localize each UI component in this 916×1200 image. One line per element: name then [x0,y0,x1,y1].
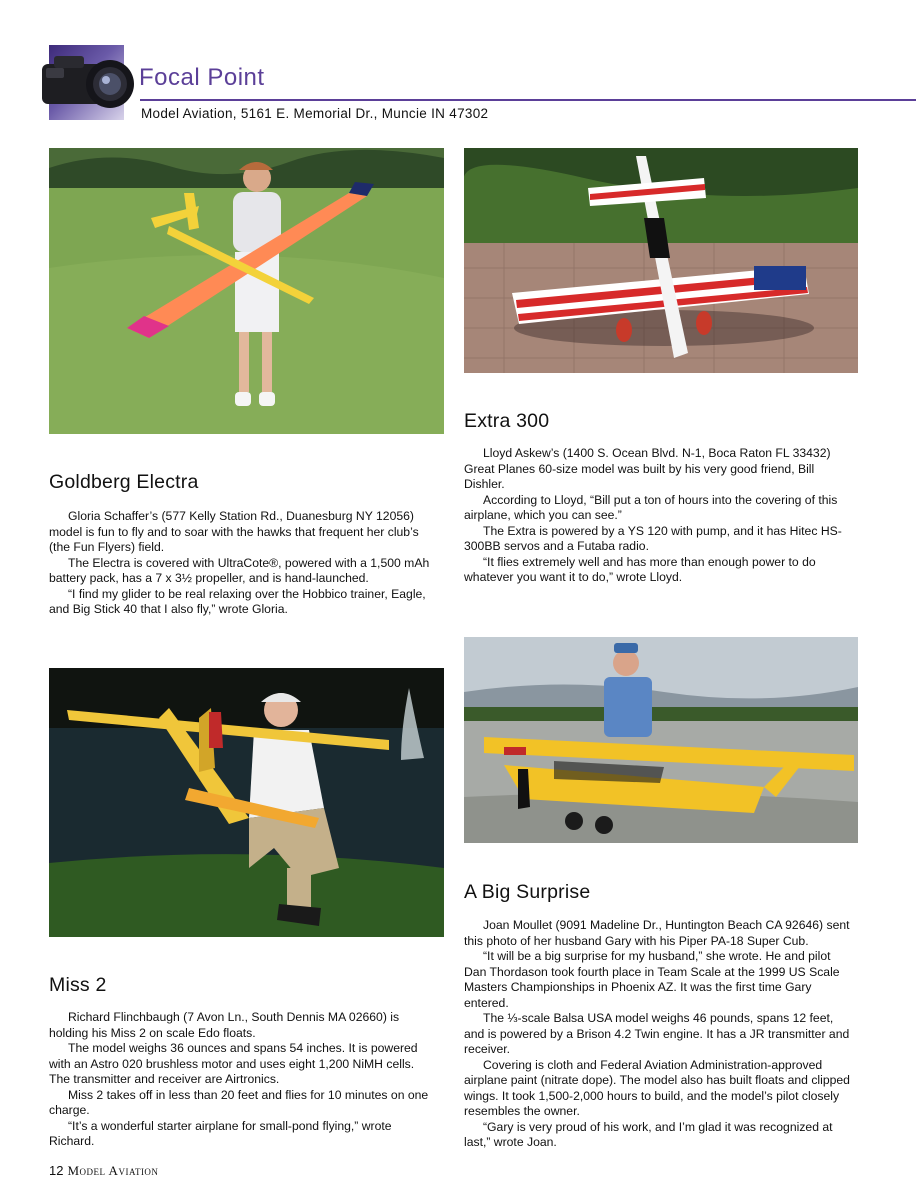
paragraph: Gloria Schaffer’s (577 Kelly Station Rd., Duanesburg NY 12056) model is fun to fly and to soar with the hawks that frequent her club’s (the Fun Flyers) field. [49,509,419,554]
paragraph: Richard Flinchbaugh (7 Avon Ln., South Dennis MA 02660) is holding his Miss 2 on scale Edo floats. [49,1010,400,1040]
paragraph: The model weighs 36 ounces and spans 54 inches. It is powered with an Astro 020 brushless motor and uses eight 1,200 NiMH cells. The transmitter and receiver are Airtronics. [49,1041,418,1086]
paragraph: Joan Moullet (9091 Madeline Dr., Huntington Beach CA 92646) sent this photo of her husband Gary with his Piper PA-18 Super Cub. [464,918,850,948]
paragraph: The Extra is powered by a YS 120 with pump, and it has Hitec HS-300BB servos and a Futaba radio. [464,523,842,553]
paragraph: “Gary is very proud of his work, and I’m glad it was recognized at last,” wrote Joan. [464,1119,833,1149]
extra-300-headline: Extra 300 [464,410,550,432]
paragraph: “It flies extremely well and has more than enough power to do whatever you want it to do,” wrote Lloyd. [464,554,816,584]
big-surprise-body [464,918,856,1151]
header-rule [140,99,916,101]
big-surprise-headline: A Big Surprise [464,881,591,903]
magazine-name: Model Aviation [67,1163,159,1178]
paragraph: The Electra is covered with UltraCote®, powered with a 1,500 mAh battery pack, has a 7 x 3½ propeller, and is hand-launched. [49,555,430,585]
big-surprise-photo [464,637,858,843]
goldberg-electra-headline: Goldberg Electra [49,471,199,493]
goldberg-electra-photo [49,148,444,434]
goldberg-electra-body [49,509,437,618]
extra-300-body [464,446,856,586]
paragraph: The ⅓-scale Balsa USA model weighs 46 pounds, spans 12 feet, and is powered by a Brison 4.2 Twin engine. It has a JR transmitter and receiver. [464,1011,850,1056]
camera-icon [40,52,138,108]
page-number: 12 [49,1163,64,1178]
extra-300-photo [464,148,858,373]
section-title: Focal Point [139,64,265,91]
page-footer [49,1163,158,1179]
miss-2-photo [49,668,444,937]
paragraph: Covering is cloth and Federal Aviation Administration-approved airplane paint (nitrate dope). The model also has built floats and clipped wings. It took 1,500-2,000 hours to build, and the model’s pilot closely resembles the owner. [464,1057,850,1118]
paragraph: “It’s a wonderful starter airplane for small-pond flying,” wrote Richard. [49,1118,392,1148]
paragraph: “It will be a big surprise for my husband,” she wrote. He and pilot Dan Thordason took fourth place in Team Scale at the 1999 US Scale Masters Championships in Phoenix AZ. It was the first time Gary entered. [464,949,840,1010]
paragraph: “I find my glider to be real relaxing over the Hobbico trainer, Eagle, and Big Stick 40 that I also fly,” wrote Gloria. [49,586,426,616]
paragraph: Lloyd Askew’s (1400 S. Ocean Blvd. N-1, Boca Raton FL 33432) Great Planes 60-size model was built by his very good friend, Bill Dishler. [464,446,831,491]
miss-2-body [49,1010,437,1150]
paragraph: Miss 2 takes off in less than 20 feet and flies for 10 minutes on one charge. [49,1087,429,1117]
magazine-address: Model Aviation, 5161 E. Memorial Dr., Muncie IN 47302 [141,106,489,121]
miss-2-headline: Miss 2 [49,974,107,996]
paragraph: According to Lloyd, “Bill put a ton of hours into the covering of this airplane, which you can see.” [464,492,838,522]
